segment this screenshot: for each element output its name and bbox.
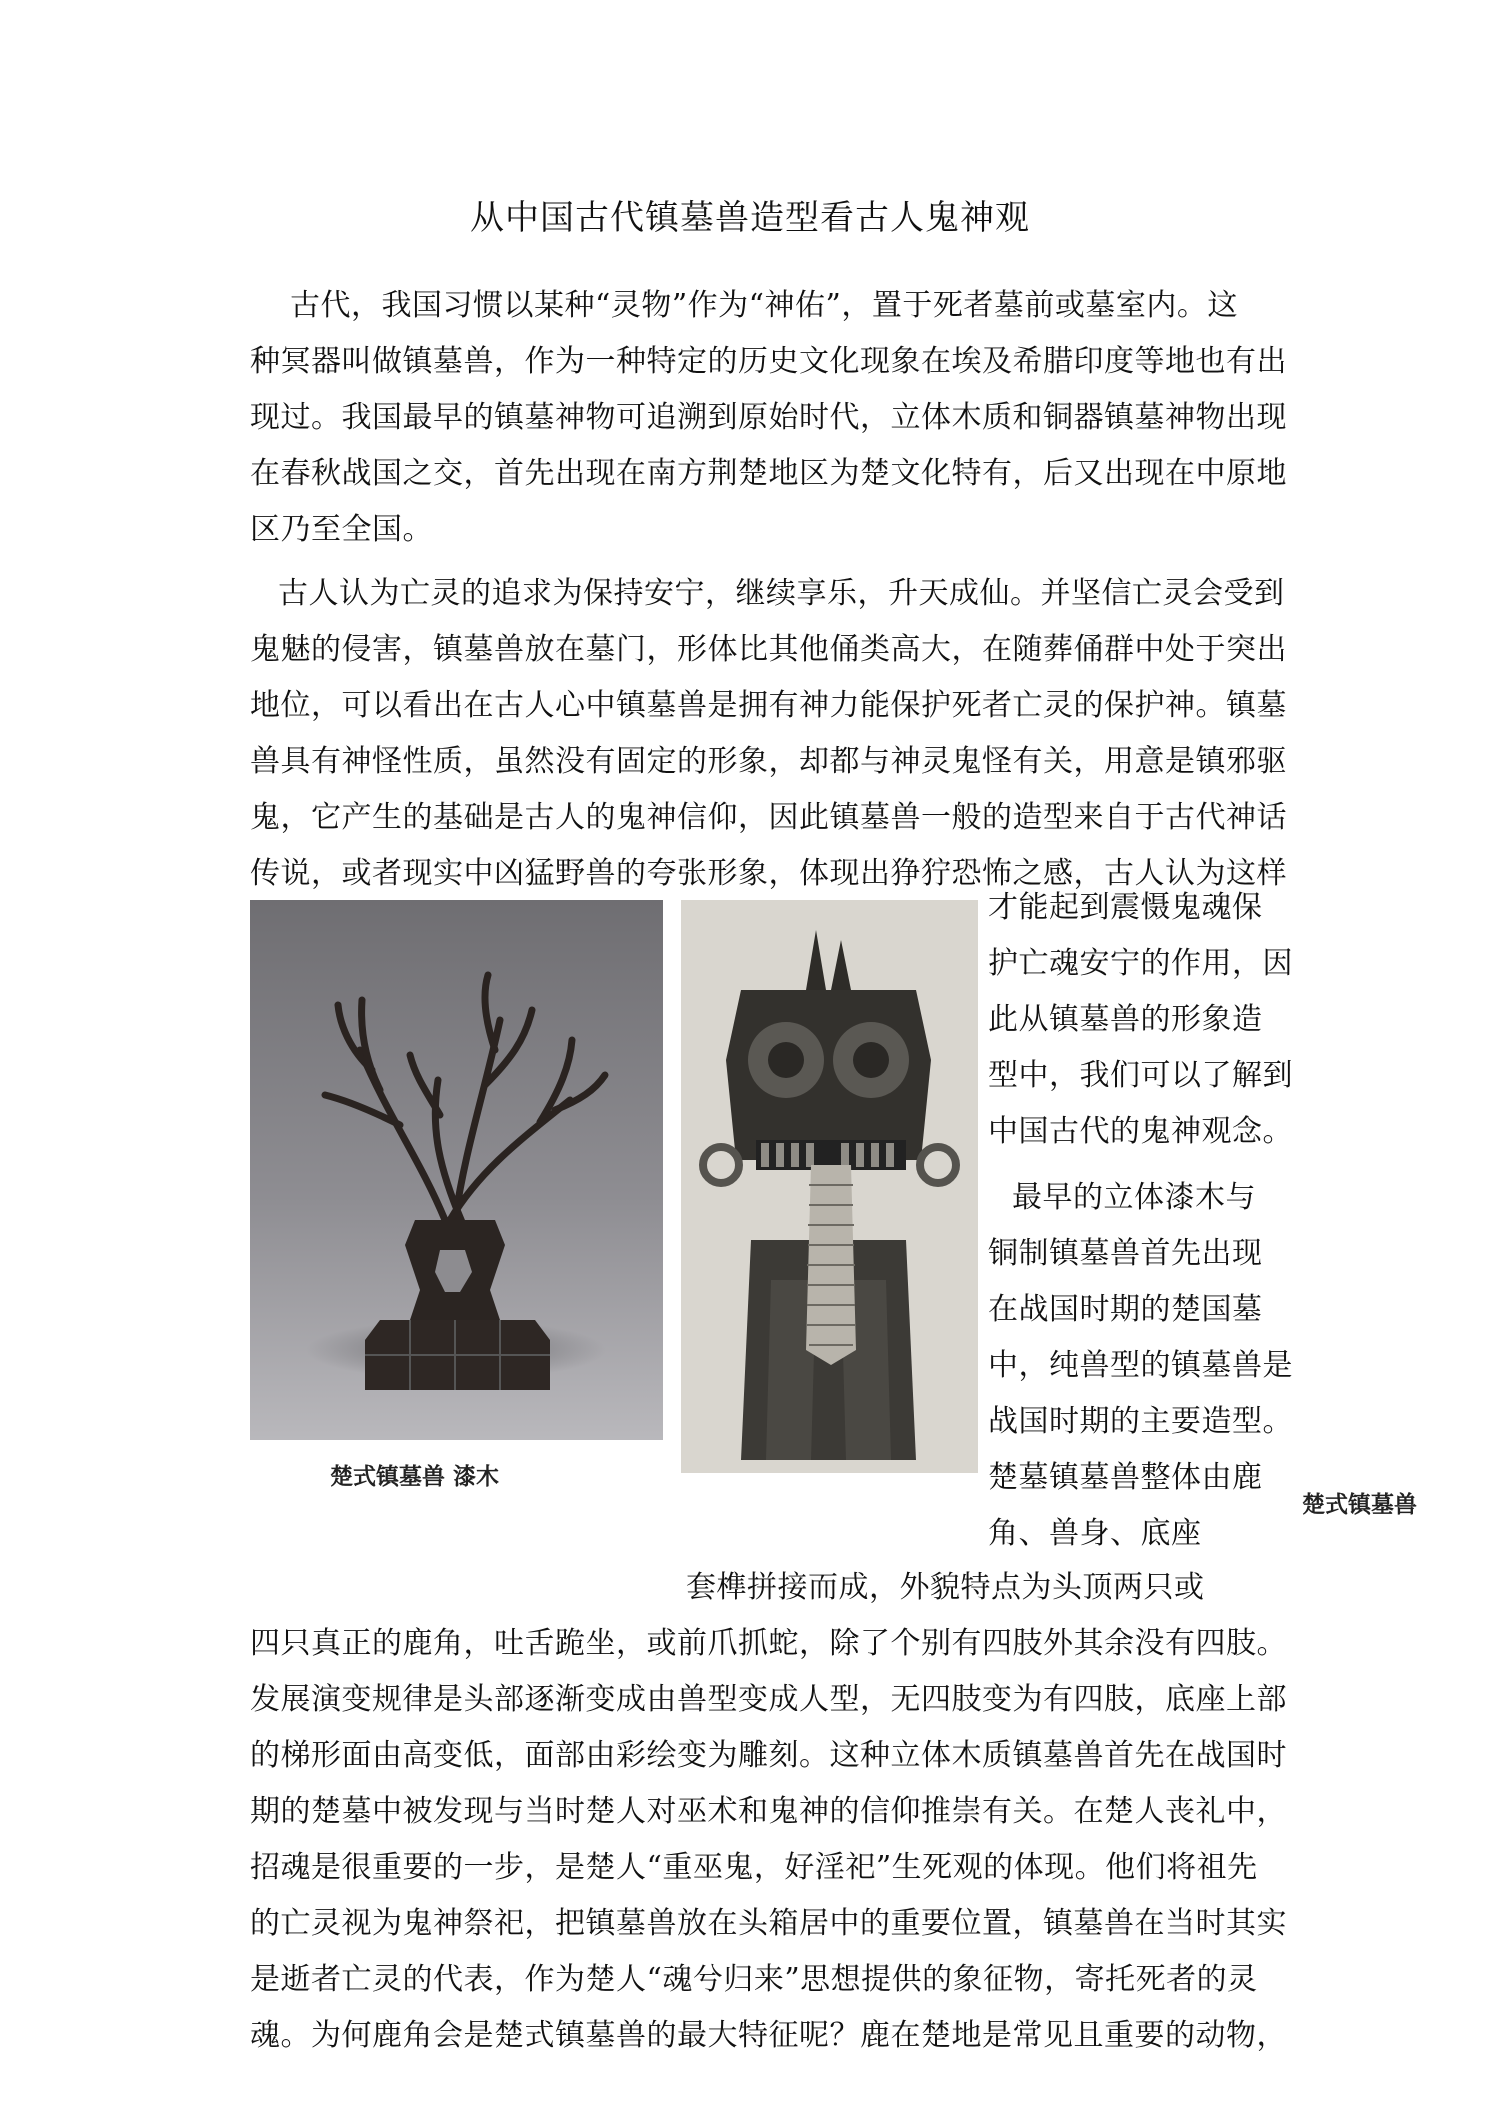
paragraph-2-side-line: 中国古代的鬼神观念。 xyxy=(988,1114,1293,1149)
paragraph-3-side-line: 中，纯兽型的镇墓兽是 xyxy=(988,1348,1293,1383)
paragraph-3-side-line: 在战国时期的楚国墓 xyxy=(988,1292,1263,1327)
paragraph-3-line: 四只真正的鹿角，吐舌跪坐，或前爪抓蛇，除了个别有四肢外其余没有四肢。 xyxy=(250,1626,1287,1661)
paragraph-3-line: 发展演变规律是头部逐渐变成由兽型变成人型，无四肢变为有四肢，底座上部 xyxy=(250,1682,1287,1717)
paragraph-2-line: 鬼魅的侵害，镇墓兽放在墓门，形体比其他俑类高大，在随葬俑群中处于突出 xyxy=(250,632,1287,667)
paragraph-1-line: 种冥器叫做镇墓兽，作为一种特定的历史文化现象在埃及希腊印度等地也有出 xyxy=(250,344,1287,379)
paragraph-3-line: 期的楚墓中被发现与当时楚人对巫术和鬼神的信仰推崇有关。在楚人丧礼中， xyxy=(250,1794,1287,1829)
paragraph-2-side-line: 型中，我们可以了解到 xyxy=(988,1058,1293,1093)
paragraph-1-line: 在春秋战国之交，首先出现在南方荆楚地区为楚文化特有，后又出现在中原地 xyxy=(250,456,1287,491)
paragraph-2-side-line: 护亡魂安宁的作用，因 xyxy=(988,946,1293,981)
paragraph-3-line: 招魂是很重要的一步，是楚人“重巫鬼，好淫祀”生死观的体现。他们将祖先 xyxy=(250,1850,1258,1885)
paragraph-3-side-line: 最早的立体漆木与 xyxy=(1012,1180,1256,1215)
left-photo-caption: 楚式镇墓兽 漆木 xyxy=(330,1464,500,1490)
paragraph-2-side-line: 才能起到震慑鬼魂保 xyxy=(988,890,1263,925)
paragraph-3-side-line: 战国时期的主要造型。 xyxy=(988,1404,1293,1439)
paragraph-3-line: 魂。为何鹿角会是楚式镇墓兽的最大特征呢？鹿在楚地是常见且重要的动物， xyxy=(250,2018,1287,2053)
paragraph-2-line: 古人认为亡灵的追求为保持安宁，继续享乐，升天成仙。并坚信亡灵会受到 xyxy=(278,576,1285,611)
lacquer-tomb-beast-photo xyxy=(250,900,663,1440)
paragraph-2-side-line: 此从镇墓兽的形象造 xyxy=(988,1002,1263,1037)
paragraph-1-line: 古代，我国习惯以某种“灵物”作为“神佑”，置于死者墓前或墓室内。这 xyxy=(290,288,1238,323)
paragraph-3-line: 的梯形面由高变低，面部由彩绘变为雕刻。这种立体木质镇墓兽首先在战国时 xyxy=(250,1738,1287,1773)
paragraph-2-line: 鬼，它产生的基础是古人的鬼神信仰，因此镇墓兽一般的造型来自于古代神话 xyxy=(250,800,1287,835)
right-photo-caption: 楚式镇墓兽 xyxy=(1302,1492,1417,1518)
paragraph-3-side-line: 楚墓镇墓兽整体由鹿 xyxy=(988,1460,1263,1495)
paragraph-2-line: 兽具有神怪性质，虽然没有固定的形象，却都与神灵鬼怪有关，用意是镇邪驱 xyxy=(250,744,1287,779)
paragraph-3-line: 的亡灵视为鬼神祭祀，把镇墓兽放在头箱居中的重要位置，镇墓兽在当时其实 xyxy=(250,1906,1287,1941)
paragraph-1-line: 区乃至全国。 xyxy=(250,512,433,547)
page-title: 从中国古代镇墓兽造型看古人鬼神观 xyxy=(470,198,1030,238)
paragraph-2-line: 传说，或者现实中凶猛野兽的夸张形象，体现出狰狞恐怖之感，古人认为这样 xyxy=(250,856,1287,891)
paragraph-3-line: 是逝者亡灵的代表，作为楚人“魂兮归来”思想提供的象征物，寄托死者的灵 xyxy=(250,1962,1258,1997)
paragraph-2-line: 地位，可以看出在古人心中镇墓兽是拥有神力能保护死者亡灵的保护神。镇墓 xyxy=(250,688,1287,723)
paragraph-3-side-line: 角、兽身、底座 xyxy=(988,1516,1202,1551)
paragraph-3-side-line: 铜制镇墓兽首先出现 xyxy=(988,1236,1263,1271)
paragraph-1-line: 现过。我国最早的镇墓神物可追溯到原始时代，立体木质和铜器镇墓神物出现 xyxy=(250,400,1287,435)
paragraph-3-indent-line: 套榫拼接而成，外貌特点为头顶两只或 xyxy=(686,1570,1205,1605)
tomb-beast-photo xyxy=(681,900,978,1473)
